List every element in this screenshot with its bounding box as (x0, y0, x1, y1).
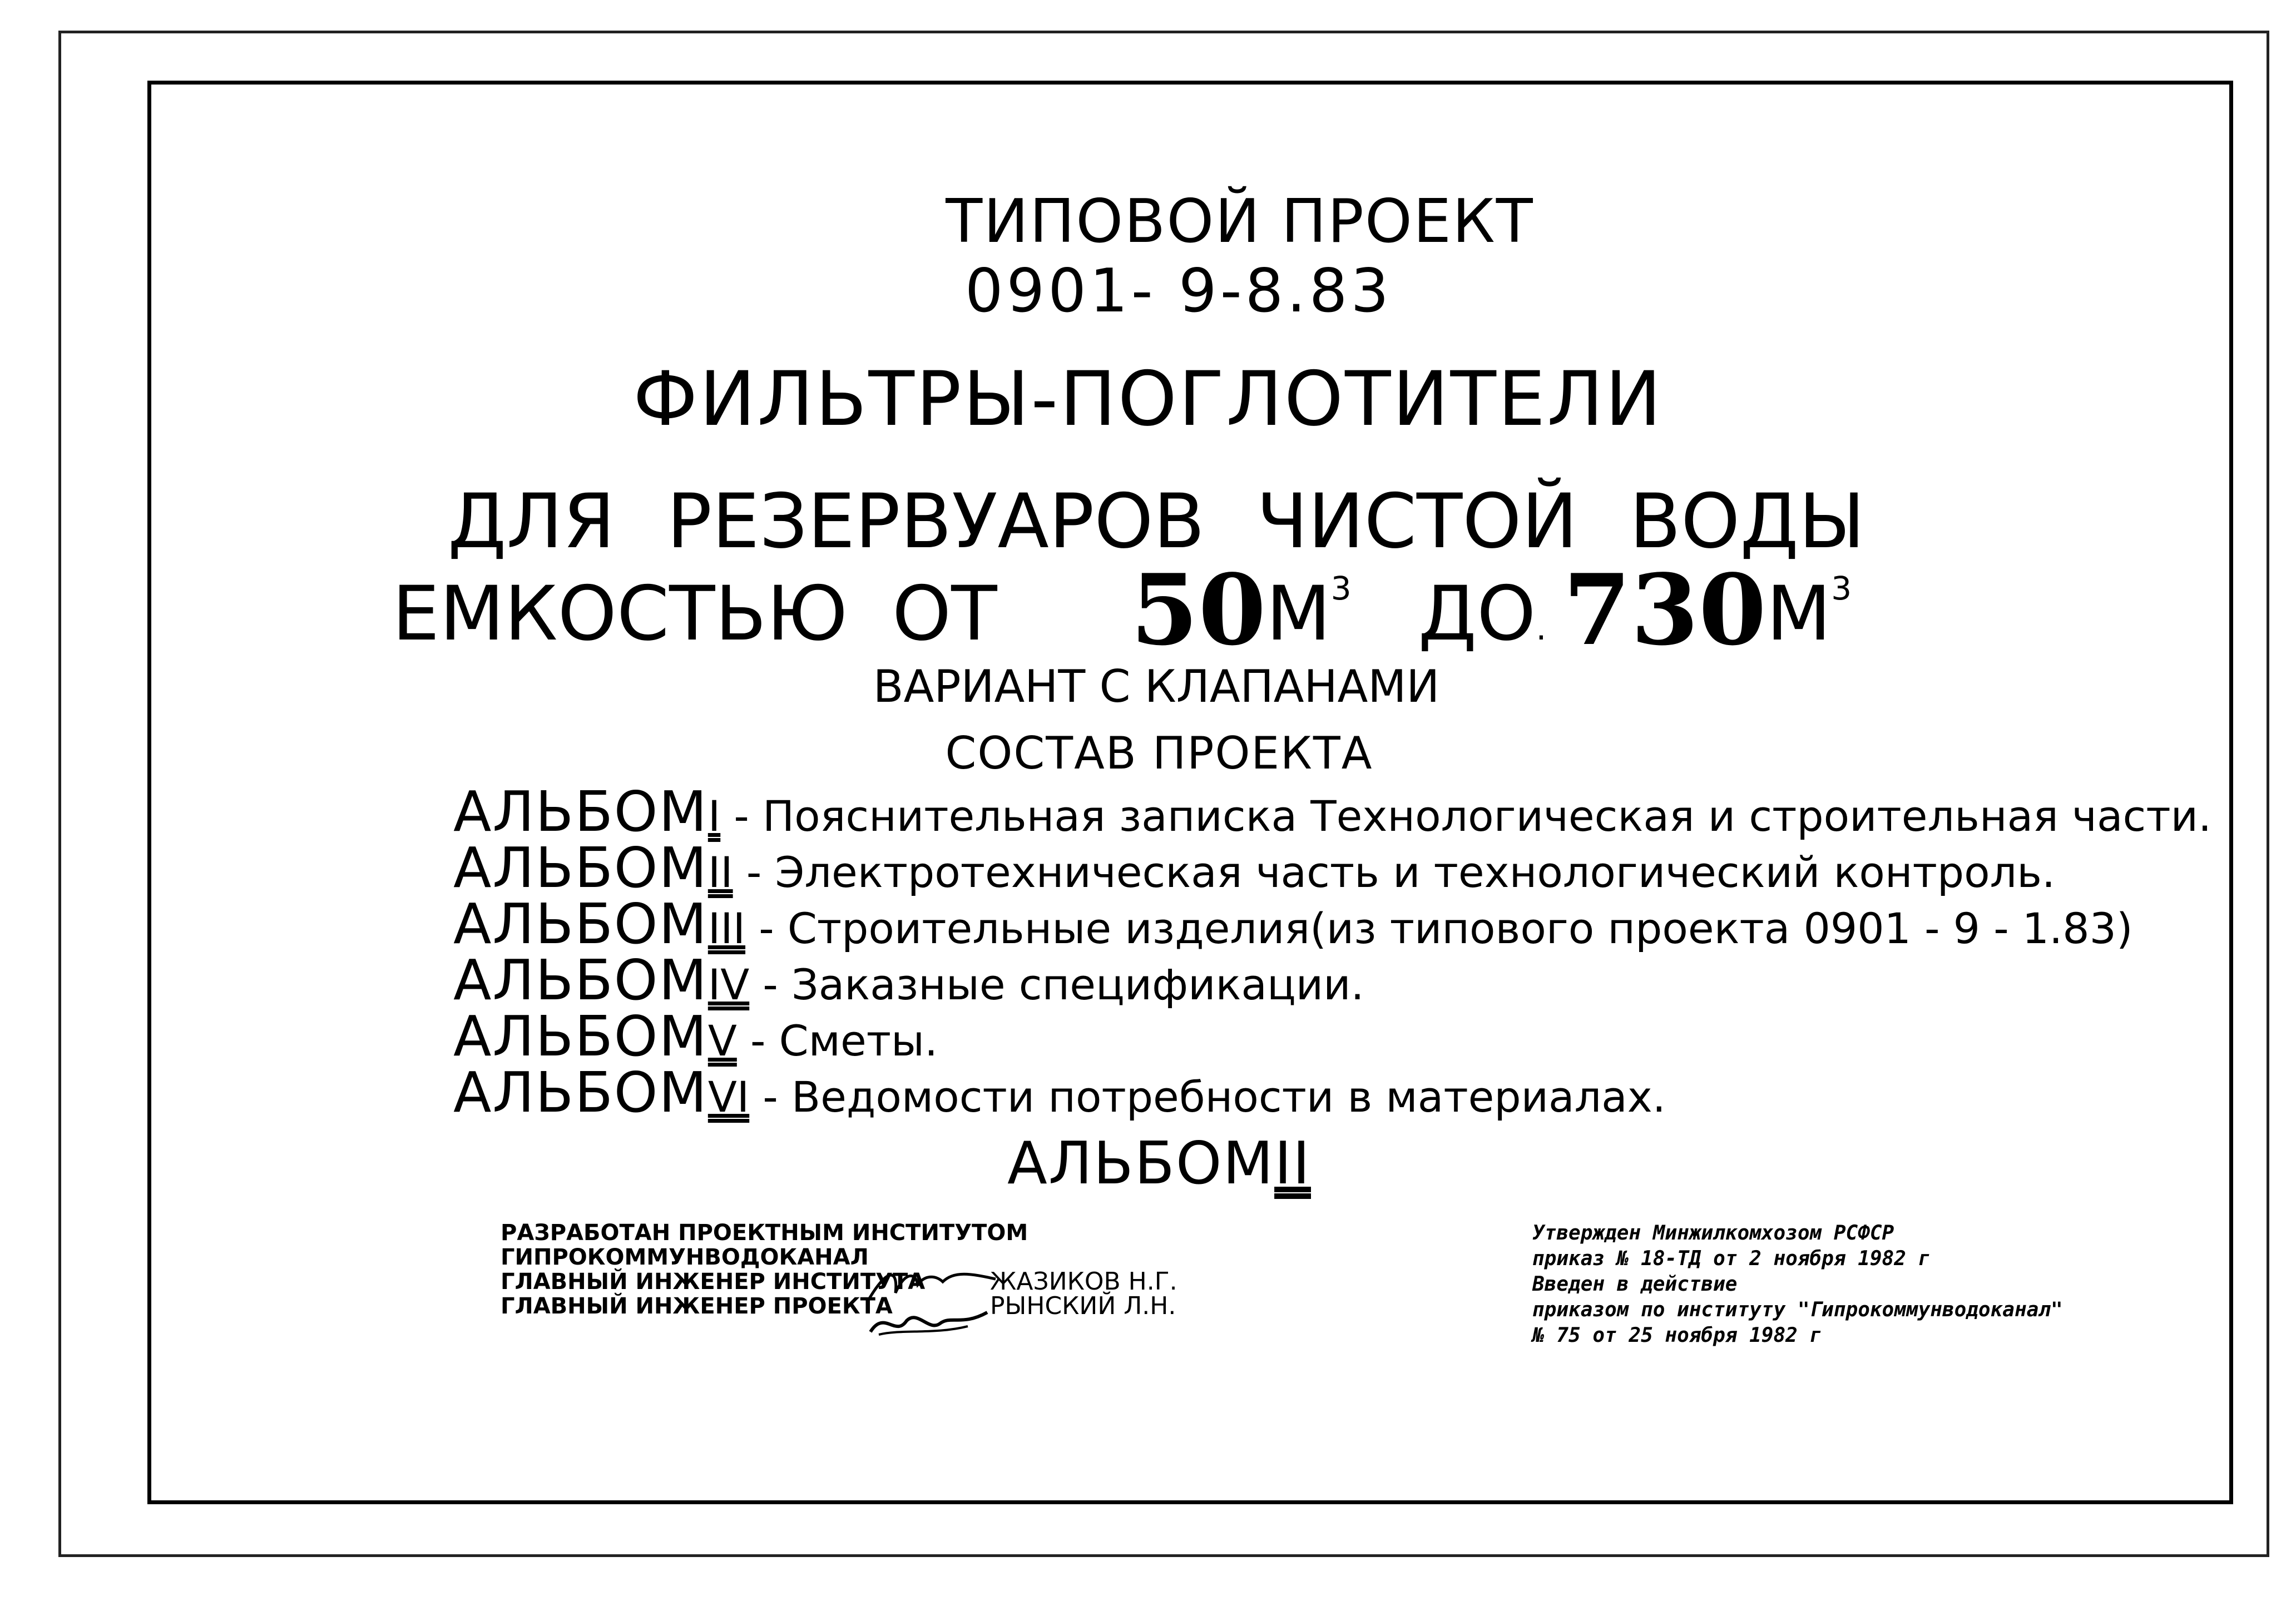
chief-engineer-institute-role: ГЛАВНЫЙ ИНЖЕНЕР ИНСТИТУТА (501, 1269, 926, 1295)
album-numeral: I (707, 791, 721, 841)
main-title: ФИЛЬТРЫ-ПОГЛОТИТЕЛИ (633, 355, 1663, 443)
capacity-from-unit-power: 3 (1330, 569, 1352, 607)
album-numeral: IV (707, 960, 750, 1009)
album-description: - Заказные спецификации. (763, 960, 1364, 1009)
album-row (453, 891, 2178, 956)
album-description: - Ведомости потребности в материалах. (763, 1072, 1666, 1122)
capacity-from-unit: М (1266, 570, 1331, 657)
capacity-line: ЕМКОСТЬЮ ОТ $50М^3$ ДО. $730М^3$ (392, 553, 1852, 667)
capacity-to-unit: М (1766, 570, 1832, 657)
album-row (453, 1060, 2178, 1125)
composition-heading: СОСТАВ ПРОЕКТА (945, 727, 1373, 779)
capacity-to-unit-power: 3 (1831, 569, 1852, 607)
album-row (453, 779, 2212, 844)
current-album-label: АЛЬБОМ (1007, 1129, 1275, 1197)
developer-institute: ГИПРОКОММУНВОДОКАНАЛ (501, 1245, 869, 1270)
approval-line: приказом по институту "Гипрокоммунводоканал" (1532, 1298, 2063, 1321)
developer-line: РАЗРАБОТАН ПРОЕКТНЫМ ИНСТИТУТОМ (501, 1220, 1028, 1246)
capacity-from-value: 50 (1130, 553, 1266, 667)
chief-engineer-project-role: ГЛАВНЫЙ ИНЖЕНЕР ПРОЕКТА (501, 1293, 893, 1319)
chief-engineer-project-name: РЫНСКИЙ Л.Н. (990, 1292, 1176, 1320)
album-row (453, 1004, 2178, 1069)
album-numeral: III (707, 904, 746, 953)
album-list (453, 779, 2212, 1125)
chief-engineer-institute-name: ЖАЗИКОВ Н.Г. (990, 1267, 1177, 1296)
album-description: - Сметы. (750, 1016, 938, 1065)
album-description: - Строительные изделия(из типового проекта 0901 - 9 - 1.83) (759, 904, 2133, 953)
album-label: АЛЬБОМ (453, 1004, 708, 1069)
album-numeral: VI (707, 1072, 750, 1122)
album-label: АЛЬБОМ (453, 891, 708, 956)
album-label: АЛЬБОМ (453, 779, 708, 844)
album-label: АЛЬБОМ (453, 835, 708, 900)
album-description: - Пояснительная записка Технологическая и строительная части. (734, 791, 2212, 841)
capacity-from-word: ОТ (892, 570, 997, 657)
album-numeral: II (707, 847, 733, 897)
capacity-to-value: 730 (1563, 553, 1766, 667)
album-description: - Электротехническая часть и технологический контроль. (746, 847, 2056, 897)
album-numeral: V (707, 1016, 737, 1065)
capacity-to-word: ДО (1418, 570, 1536, 657)
project-label: ТИПОВОЙ ПРОЕКТ (946, 187, 1534, 256)
capacity-prefix: ЕМКОСТЬЮ (392, 570, 848, 657)
signature-project-icon (868, 1304, 990, 1343)
approval-line: приказ № 18-ТД от 2 ноября 1982 г (1532, 1247, 1931, 1270)
approval-line: Утвержден Минжилкомхозом РСФСР (1532, 1222, 1894, 1245)
current-album (0, 1129, 2296, 1197)
variant-line: ВАРИАНТ С КЛАПАНАМИ (873, 661, 1440, 712)
album-row (453, 948, 2178, 1013)
album-label: АЛЬБОМ (453, 948, 708, 1013)
current-album-numeral: II (1274, 1129, 1312, 1197)
project-code: 0901- 9-8.83 (964, 256, 1393, 326)
album-label: АЛЬБОМ (453, 1060, 708, 1125)
purpose-line: ДЛЯ РЕЗЕРВУАРОВ ЧИСТОЙ ВОДЫ (448, 478, 1865, 565)
signature-institute-icon (865, 1262, 998, 1307)
approval-block (1532, 1221, 2228, 1349)
album-row (453, 835, 2178, 900)
approval-line: № 75 от 25 ноября 1982 г (1532, 1324, 1822, 1347)
approval-line: Введен в действие (1532, 1273, 1738, 1296)
